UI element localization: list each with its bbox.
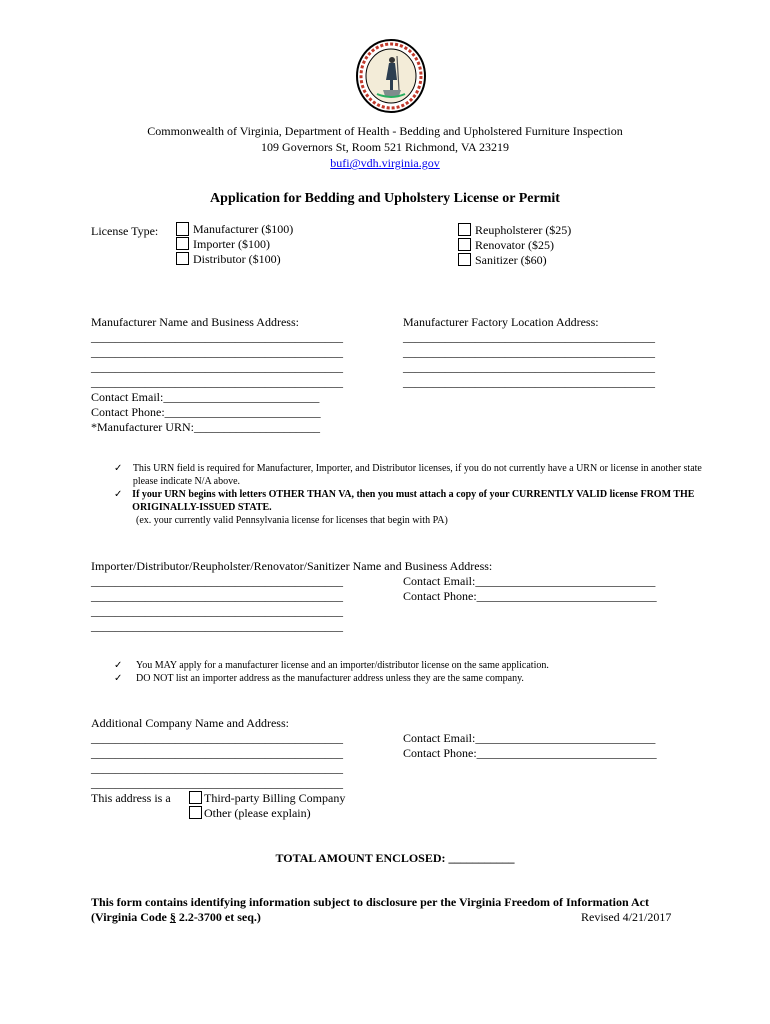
additional-address-line[interactable]: __________________________________________ bbox=[91, 731, 343, 745]
option-renovator[interactable]: Renovator ($25) bbox=[458, 237, 571, 252]
total-amount-enclosed[interactable]: TOTAL AMOUNT ENCLOSED: ___________ bbox=[275, 851, 515, 865]
manufacturer-address-line[interactable]: __________________________________________ bbox=[91, 345, 343, 359]
additional-address-line[interactable]: __________________________________________ bbox=[91, 746, 343, 760]
factory-address-line[interactable]: __________________________________________ bbox=[403, 345, 655, 359]
check-icon: ✓ bbox=[114, 463, 123, 474]
urn-note-3: (ex. your currently valid Pennsylvania license for licenses that begin with PA) bbox=[136, 515, 448, 526]
importer-note-2: ✓ DO NOT list an importer address as the manufacturer address unless they are the same company. bbox=[114, 673, 524, 684]
option-third-party-billing[interactable]: Third-party Billing Company bbox=[189, 790, 345, 805]
address-type-options bbox=[189, 790, 345, 820]
virginia-state-seal bbox=[355, 38, 427, 114]
urn-note-2: ✓ If your URN begins with letters OTHER THAN VA, then you must attach a copy of your CURRENTLY VALID license FROM THE ORIGINALLY-ISSUED STATE. bbox=[114, 489, 695, 513]
license-type-label: License Type: bbox=[91, 224, 159, 238]
manufacturer-block bbox=[91, 315, 343, 435]
license-options-right bbox=[458, 222, 571, 267]
revised-date: Revised 4/21/2017 bbox=[581, 910, 672, 924]
foia-notice: This form contains identifying information subject to disclosure per the Virginia Freedom of Information Act bbox=[91, 895, 649, 909]
importer-address-line[interactable]: __________________________________________ bbox=[91, 574, 343, 588]
address-type-label: This address is a bbox=[91, 791, 171, 805]
additional-contact-email[interactable]: Contact Email:______________________________ bbox=[403, 731, 656, 745]
importer-contact-block bbox=[403, 574, 657, 604]
additional-block bbox=[91, 716, 343, 791]
additional-contact-phone[interactable]: Contact Phone:______________________________ bbox=[403, 746, 657, 760]
reupholsterer-checkbox[interactable] bbox=[458, 223, 471, 236]
section-symbol: § bbox=[169, 910, 176, 924]
factory-location-label: Manufacturer Factory Location Address: bbox=[403, 315, 599, 329]
option-sanitizer[interactable]: Sanitizer ($60) bbox=[458, 252, 571, 267]
manufacturer-urn[interactable]: *Manufacturer URN:_____________________ bbox=[91, 420, 320, 434]
factory-address-line[interactable]: __________________________________________ bbox=[403, 375, 655, 389]
importer-address-line[interactable]: __________________________________________ bbox=[91, 604, 343, 618]
option-reupholsterer[interactable]: Reupholsterer ($25) bbox=[458, 222, 571, 237]
importer-address-line[interactable]: __________________________________________ bbox=[91, 589, 343, 603]
importer-contact-phone[interactable]: Contact Phone:______________________________ bbox=[403, 589, 657, 603]
urn-note-1: ✓ This URN field is required for Manufacturer, Importer, and Distributor licenses, if you do not currently have a URN or license in another state please indicate N/A above. bbox=[114, 463, 702, 487]
factory-address-line[interactable]: __________________________________________ bbox=[403, 330, 655, 344]
check-icon: ✓ bbox=[114, 489, 123, 500]
manufacturer-address-line[interactable]: __________________________________________ bbox=[91, 330, 343, 344]
distributor-checkbox[interactable] bbox=[176, 252, 189, 265]
option-manufacturer[interactable]: Manufacturer ($100) bbox=[176, 221, 293, 236]
manufacturer-contact-phone[interactable]: Contact Phone:__________________________ bbox=[91, 405, 321, 419]
agency-address: 109 Governors St, Room 521 Richmond, VA 23219 bbox=[261, 140, 509, 154]
option-importer[interactable]: Importer ($100) bbox=[176, 236, 293, 251]
virginia-code-citation: (Virginia Code § 2.2-3700 et seq.) bbox=[91, 910, 261, 924]
other-checkbox[interactable] bbox=[189, 806, 202, 819]
additional-address-line[interactable]: __________________________________________ bbox=[91, 776, 343, 790]
importer-name-label: Importer/Distributor/Reupholster/Renovator/Sanitizer Name and Business Address: bbox=[91, 559, 493, 573]
agency-email-link[interactable]: bufi@vdh.virginia.gov bbox=[330, 156, 440, 170]
third-party-billing-checkbox[interactable] bbox=[189, 791, 202, 804]
factory-block bbox=[403, 315, 655, 390]
urn-notes bbox=[114, 462, 714, 527]
sanitizer-checkbox[interactable] bbox=[458, 253, 471, 266]
importer-address-line[interactable]: __________________________________________ bbox=[91, 619, 343, 633]
agency-name: Commonwealth of Virginia, Department of Health - Bedding and Upholstered Furniture Inspection bbox=[147, 124, 623, 138]
option-other[interactable]: Other (please explain) bbox=[189, 805, 345, 820]
manufacturer-address-line[interactable]: __________________________________________ bbox=[91, 360, 343, 374]
manufacturer-name-label: Manufacturer Name and Business Address: bbox=[91, 315, 299, 329]
manufacturer-address-line[interactable]: __________________________________________ bbox=[91, 375, 343, 389]
additional-company-label: Additional Company Name and Address: bbox=[91, 716, 289, 730]
importer-note-1: ✓ You MAY apply for a manufacturer license and an importer/distributor license on the same application. bbox=[114, 660, 549, 671]
license-options-left bbox=[176, 221, 293, 266]
factory-address-line[interactable]: __________________________________________ bbox=[403, 360, 655, 374]
importer-contact-email[interactable]: Contact Email:______________________________ bbox=[403, 574, 656, 588]
manufacturer-checkbox[interactable] bbox=[176, 222, 189, 236]
manufacturer-contact-email[interactable]: Contact Email:__________________________ bbox=[91, 390, 320, 404]
renovator-checkbox[interactable] bbox=[458, 238, 471, 251]
check-icon: ✓ bbox=[114, 660, 123, 671]
option-distributor[interactable]: Distributor ($100) bbox=[176, 251, 293, 266]
check-icon: ✓ bbox=[114, 673, 123, 684]
additional-contact-block bbox=[403, 731, 657, 761]
additional-address-line[interactable]: __________________________________________ bbox=[91, 761, 343, 775]
importer-notes bbox=[114, 659, 714, 685]
importer-checkbox[interactable] bbox=[176, 237, 189, 250]
form-title: Application for Bedding and Upholstery License or Permit bbox=[210, 191, 560, 206]
